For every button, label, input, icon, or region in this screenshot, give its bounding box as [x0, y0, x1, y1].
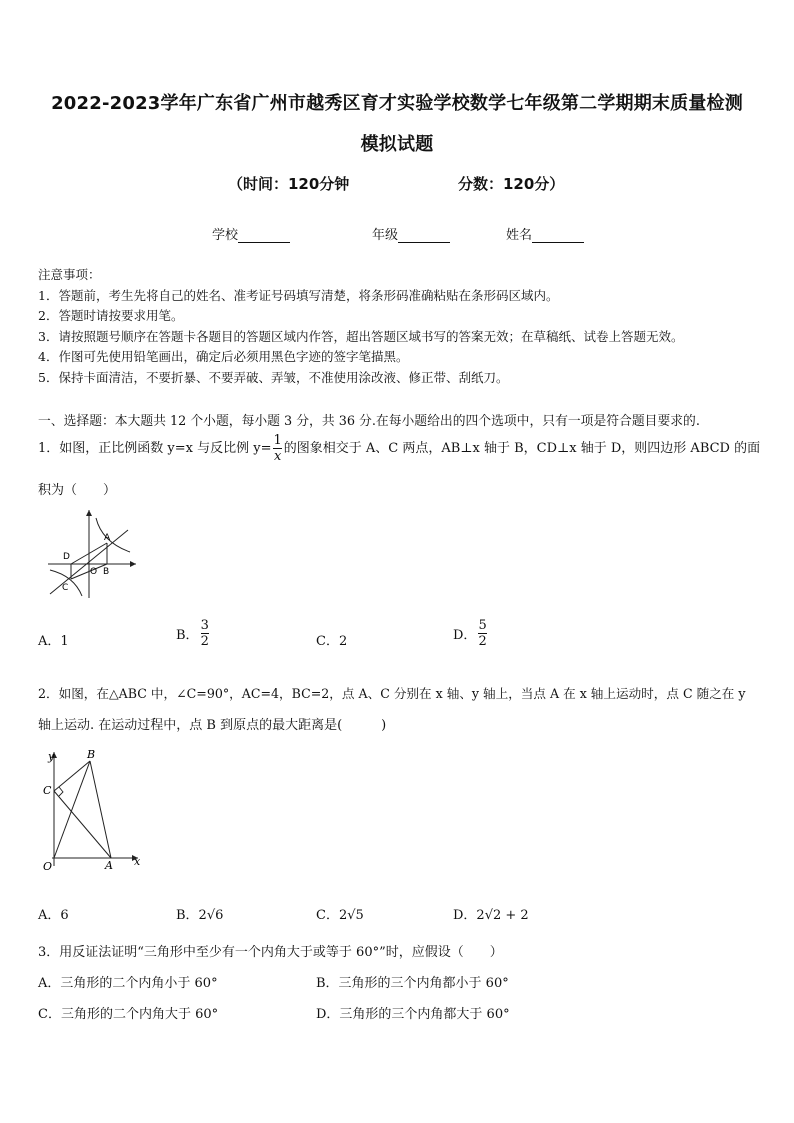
grade-field[interactable] — [372, 224, 450, 243]
q2-label-b: B — [87, 748, 96, 761]
q2-segment-ca — [54, 791, 111, 858]
q1-option-b-den: 2 — [200, 634, 209, 649]
grade-label: 年级 — [372, 228, 399, 243]
grade-blank[interactable] — [398, 229, 450, 243]
q1-label-d: D — [63, 552, 70, 562]
section1-heading: 一、选择题：本大题共 12 个小题，每小题 3 分，共 36 分.在每小题给出的四个选项中，只有一项是符合题目要求的. — [38, 414, 700, 429]
q1-line1 — [38, 433, 760, 464]
q2-option-d[interactable]: D．2√2 + 2 — [453, 908, 529, 923]
q3-option-d[interactable]: D．三角形的三个内角都大于 60° — [316, 1007, 510, 1022]
q2-option-a[interactable]: A．6 — [38, 908, 69, 923]
q1-option-d[interactable] — [453, 618, 489, 649]
q1-y-arrow — [86, 510, 92, 516]
q2-label-y: y — [48, 750, 55, 763]
q1-option-a[interactable]: A．1 — [38, 634, 69, 649]
q2-label-c: C — [43, 784, 52, 797]
school-blank[interactable] — [238, 229, 290, 243]
q1-text-a: 1．如图，正比例函数 y=x 与反比例 y= — [38, 441, 272, 456]
q2-option-c[interactable]: C．2√5 — [316, 908, 364, 923]
name-blank[interactable] — [532, 229, 584, 243]
q1-option-b-prefix: B． — [176, 628, 199, 643]
q1-option-d-frac — [478, 618, 486, 649]
exam-title-line2: 模拟试题 — [360, 134, 434, 155]
q2-line1: 2．如图，在△ABC 中，∠C=90°，AC=4，BC=2，点 A、C 分别在 x 轴、y 轴上，当点 A 在 x 轴上运动时，点 C 随之在 y — [38, 686, 746, 701]
notes-block — [38, 265, 683, 389]
q1-label-b: B — [103, 567, 110, 577]
q1-option-d-prefix: D． — [453, 628, 477, 643]
name-label: 姓名 — [506, 228, 533, 243]
note-item: 2．答题时请按要求用笔。 — [38, 308, 184, 324]
q1-line2: 积为（ ） — [38, 483, 117, 498]
q1-option-d-num: 5 — [478, 618, 487, 633]
q2-label-o: O — [43, 860, 53, 873]
q3-option-a[interactable]: A．三角形的二个内角小于 60° — [38, 976, 218, 991]
q1-frac-den: x — [273, 449, 282, 464]
q2-label-x: x — [134, 855, 141, 868]
q1-option-c[interactable]: C．2 — [316, 634, 348, 649]
q1-option-d-den: 2 — [478, 634, 487, 649]
q2-figure — [40, 746, 148, 874]
q1-x-arrow — [130, 561, 136, 567]
q3-line: 3．用反证法证明“三角形中至少有一个内角大于或等于 60°”时，应假设（ ） — [38, 945, 503, 960]
note-item: 4．作图可先使用铅笔画出，确定后必须用黑色字迹的签字笔描黑。 — [38, 349, 409, 365]
q2-right-angle-mark — [59, 787, 63, 796]
q1-option-b[interactable] — [176, 618, 211, 649]
q2-line2: 轴上运动. 在运动过程中，点 B 到原点的最大距离是( ) — [38, 718, 387, 733]
q2-label-a: A — [105, 859, 113, 872]
q3-option-c[interactable]: C．三角形的二个内角大于 60° — [38, 1007, 219, 1022]
q2-option-b[interactable]: B．2√6 — [176, 908, 224, 923]
exam-title-line1: 2022-2023学年广东省广州市越秀区育才实验学校数学七年级第二学期期末质量检测 — [51, 93, 743, 114]
q1-label-c: C — [62, 583, 69, 593]
school-field[interactable] — [212, 224, 290, 243]
q2-segment-ba — [90, 761, 111, 858]
q1-option-b-frac — [201, 618, 209, 649]
q1-text-b: 的图象相交于 A、C 两点，AB⊥x 轴于 B，CD⊥x 轴于 D，则四边形 ABCD 的面 — [283, 441, 761, 456]
q1-option-b-num: 3 — [200, 618, 209, 633]
q1-frac-num: 1 — [273, 433, 282, 448]
note-item: 3．请按照题号顺序在答题卡各题目的答题区域内作答，超出答题区域书写的答案无效；在草稿纸、试卷上答题无效。 — [38, 328, 684, 344]
q1-figure — [44, 508, 140, 600]
name-field[interactable] — [506, 224, 584, 243]
q3-option-b[interactable]: B．三角形的三个内角都小于 60° — [316, 976, 509, 991]
q1-label-a: A — [104, 533, 111, 543]
note-item: 5．保持卡面清洁，不要折暴、不要弄破、弄皱，不准使用涂改液、修正带、刮纸刀。 — [38, 369, 509, 385]
notes-heading: 注意事项： — [38, 267, 101, 282]
exam-score: 分数：120分） — [458, 175, 565, 193]
school-label: 学校 — [212, 228, 239, 243]
note-item: 1．答题前，考生先将自己的姓名、准考证号码填写清楚，将条形码准确粘贴在条形码区域内。 — [38, 287, 559, 303]
exam-time: （时间：120分钟 — [228, 175, 350, 193]
q1-label-o: O — [90, 567, 98, 577]
q1-fraction — [273, 433, 281, 464]
